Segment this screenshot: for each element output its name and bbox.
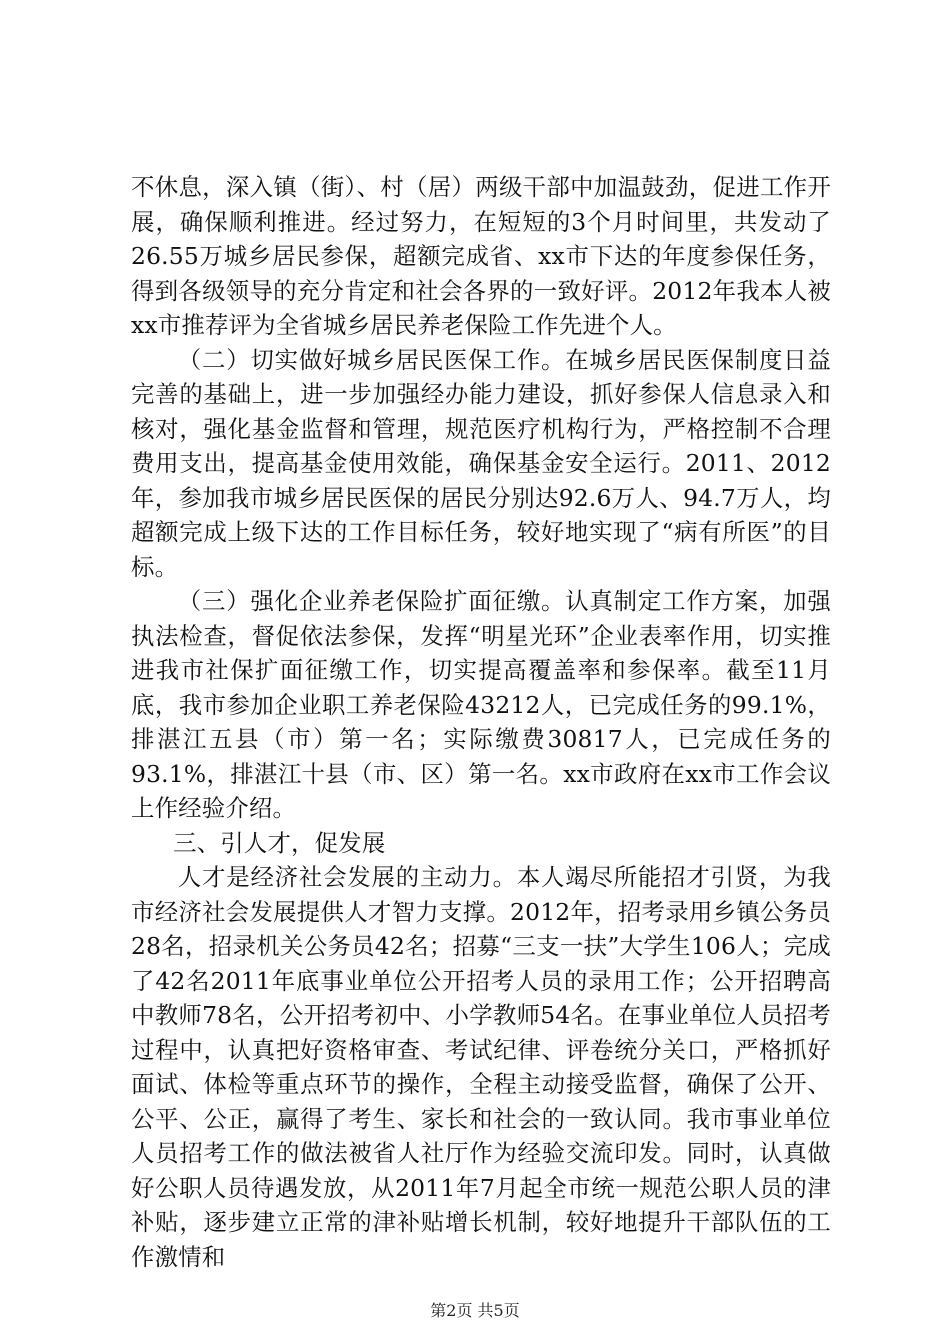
paragraph-continuation: 不休息，深入镇（街）、村（居）两级干部中加温鼓劲，促进工作开展，确保顺利推进。经过努力，在短短的3个月时间里，共发动了26.55万城乡居民参保，超额完成省、xx市下达的年度参保任务，得到各级领导的充分肯定和社会各界的一致好评。2012年我本人被xx市推荐评为全省城乡居民养老保险工作先进个人。: [131, 173, 831, 339]
paragraph-pension-insurance: （三）强化企业养老保险扩面征缴。认真制定工作方案，加强执法检查，督促依法参保，发挥“明星光环”企业表率作用，切实推进我市社保扩面征缴工作，切实提高覆盖率和参保率。截至11月底，我市参加企业职工养老保险43212人，已完成任务的99.1%，排湛江五县（市）第一名；实际缴费30817人，已完成任务的93.1%，排湛江十县（市、区）第一名。xx市政府在xx市工作会议上作经验介绍。: [131, 587, 831, 822]
paragraph-talent: 人才是经济社会发展的主动力。本人竭尽所能招才引贤，为我市经济社会发展提供人才智力支撑。2012年，招考录用乡镇公务员28名，招录机关公务员42名；招募“三支一扶”大学生106人；完成了42名2011年底事业单位公开招考人员的录用工作；公开招聘高中教师78名，公开招考初中、小学教师54名。在事业单位人员招考过程中，认真把好资格审查、考试纪律、评卷统分关口，严格抓好面试、体检等重点环节的操作，全程主动接受监督，确保了公开、公平、公正，赢得了考生、家长和社会的一致认同。我市事业单位人员招考工作的做法被省人社厅作为经验交流印发。同时，认真做好公职人员待遇发放，从2011年7月起全市统一规范公职人员的津补贴，逐步建立正常的津补贴增长机制，较好地提升干部队伍的工作激情和: [131, 863, 831, 1271]
document-body: [131, 170, 831, 1274]
page-footer: 第2页 共5页: [430, 1301, 520, 1320]
section-heading: 三、引人才，促发展: [173, 828, 386, 857]
paragraph-medical-insurance: （二）切实做好城乡居民医保工作。在城乡居民医保制度日益完善的基础上，进一步加强经办能力建设，抓好参保人信息录入和核对，强化基金监督和管理，规范医疗机构行为，严格控制不合理费用支出，提高基金使用效能，确保基金安全运行。2011、2012年，参加我市城乡居民医保的居民分别达92.6万人、94.7万人，均超额完成上级下达的工作目标任务，较好地实现了“病有所医”的目标。: [131, 345, 831, 581]
